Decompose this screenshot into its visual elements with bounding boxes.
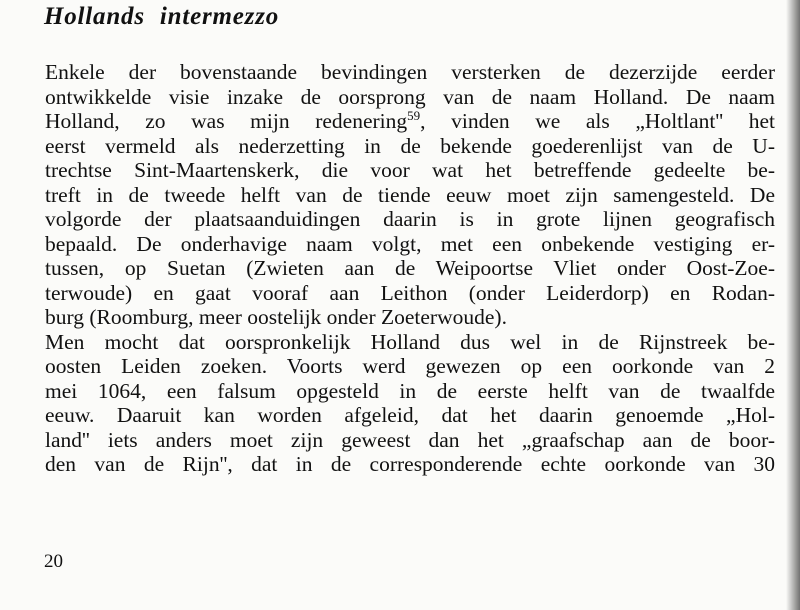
text-line: Enkele der bovenstaande bevindingen versterken de dezerzijde eerder bbox=[45, 60, 775, 84]
page-number: 20 bbox=[44, 551, 63, 572]
text-line: terwoude) en gaat vooraf aan Leithon (onder Leiderdorp) en Rodan- bbox=[45, 280, 775, 305]
text-line: burg (Roomburg, meer oostelijk onder Zoeterwoude). bbox=[45, 305, 507, 329]
text-line: ontwikkelde visie inzake de oorsprong van de naam Holland. De naam bbox=[45, 84, 775, 109]
text-line: bepaald. De onderhavige naam volgt, met een onbekende vestiging er- bbox=[45, 231, 775, 256]
text-line: treft in de tweede helft van de tiende eeuw moet zijn samengesteld. De bbox=[45, 182, 775, 207]
text-line bbox=[45, 109, 775, 134]
text-line: mei 1064, een falsum opgesteld in de eerste helft van de twaalfde bbox=[45, 378, 775, 403]
text-line: trechtse Sint-Maartenskerk, die voor wat het betreffende gedeelte be- bbox=[45, 158, 775, 182]
text-line: eerst vermeld als nederzetting in de bekende goederenlijst van de U- bbox=[45, 133, 775, 158]
text-line: volgorde der plaatsaanduidingen daarin is in grote lijnen geografisch bbox=[45, 207, 775, 231]
text-segment: , vinden we als „Holtlant'' het bbox=[420, 109, 775, 133]
text-line: den van de Rijn'', dat in de corresponderende echte oorkonde van 30 bbox=[45, 452, 775, 476]
text-line: Men mocht dat oorspronkelijk Holland dus wel in de Rijnstreek be- bbox=[45, 329, 775, 354]
body-text bbox=[45, 60, 775, 477]
text-segment: Holland, zo was mijn redenering bbox=[45, 109, 408, 133]
text-line: eeuw. Daaruit kan worden afgeleid, dat het daarin genoemde „Hol- bbox=[45, 403, 775, 427]
text-line: oosten Leiden zoeken. Voorts werd gewezen op een oorkonde van 2 bbox=[45, 354, 775, 378]
section-heading: Hollands intermezzo bbox=[44, 3, 280, 30]
page-edge-shadow bbox=[786, 0, 800, 610]
text-line: land'' iets anders moet zijn geweest dan het „graafschap aan de boor- bbox=[45, 427, 775, 452]
text-line: tussen, op Suetan (Zwieten aan de Weipoortse Vliet onder Oost-Zoe- bbox=[45, 256, 775, 280]
footnote-reference[interactable]: 59 bbox=[407, 107, 421, 123]
